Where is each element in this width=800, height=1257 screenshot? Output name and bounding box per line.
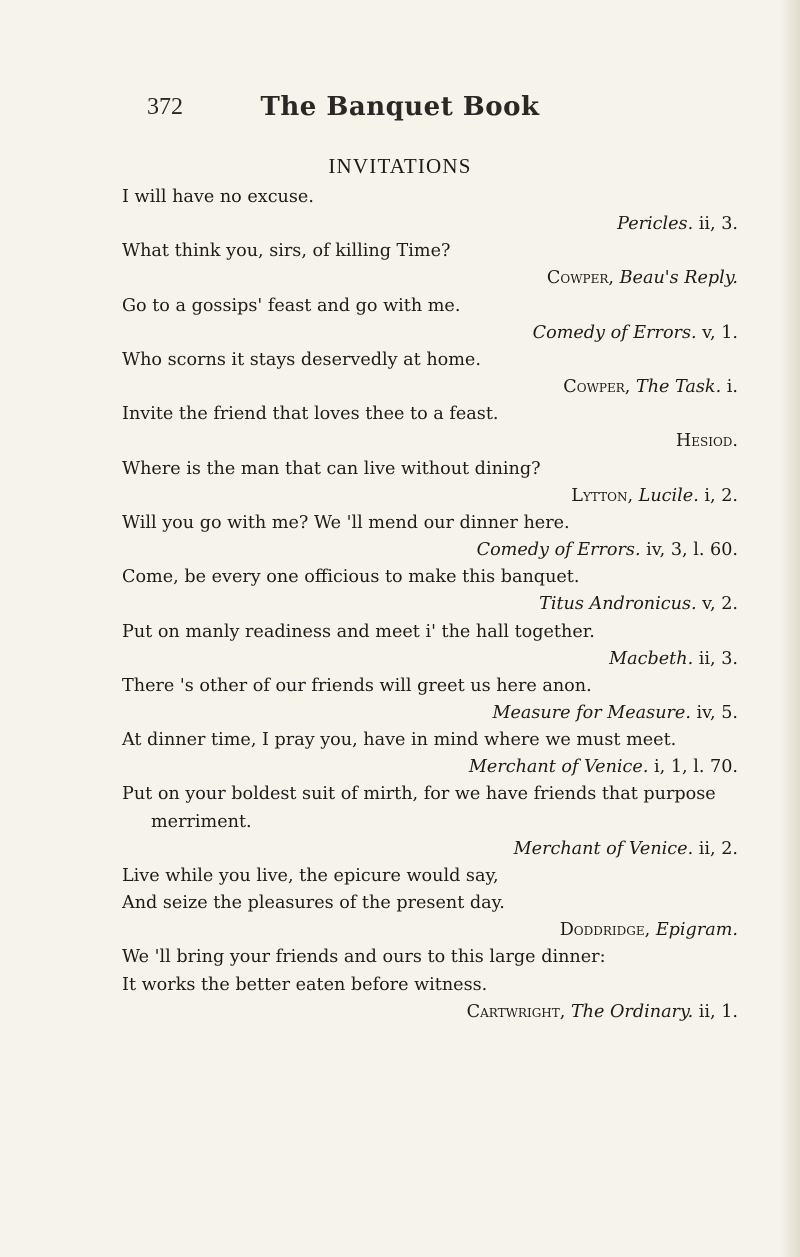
citation-reference: i, 2.: [698, 485, 738, 506]
citation-author: Doddridge,: [559, 920, 651, 941]
quotation-line: There 's other of our friends will greet us here anon.: [122, 675, 592, 696]
quotation-entry: [122, 456, 740, 510]
citation-work: Titus Andronicus.: [539, 594, 697, 615]
citation-work: Beau's Reply.: [619, 268, 738, 289]
quotation-entry: [122, 944, 740, 1025]
citation-author: Cartwright,: [466, 1001, 566, 1022]
citation-reference: v, 2.: [696, 594, 738, 615]
citation: [122, 999, 740, 1026]
citation: [122, 836, 740, 863]
citation: [122, 646, 740, 673]
quotation-line: Where is the man that can live without dining?: [122, 458, 541, 479]
citation-author: Cowper,: [546, 268, 615, 289]
quotation-entry: [122, 863, 740, 944]
page-edge-shadow: [780, 0, 800, 1257]
citation-work: Macbeth.: [609, 648, 694, 669]
quotation-line: Come, be every one officious to make this banquet.: [122, 567, 580, 588]
citation-reference: ii, 2.: [693, 838, 738, 859]
citation: [122, 537, 740, 564]
citation-reference: i.: [721, 377, 738, 398]
running-title: The Banquet Book: [260, 92, 540, 122]
quotation-line: Who scorns it stays deservedly at home.: [122, 349, 481, 370]
quotation-line: Invite the friend that loves thee to a feast.: [122, 404, 499, 425]
citation-work: The Task.: [635, 377, 722, 398]
citation-work: Measure for Measure.: [492, 702, 691, 723]
citation-work: The Ordinary.: [570, 1001, 694, 1022]
citation-author: Hesiod.: [675, 431, 738, 452]
citation-reference: i, 1, l. 70.: [648, 757, 738, 778]
quotation-entry: [122, 238, 740, 292]
citation-reference: ii, 1.: [693, 1001, 738, 1022]
quotation-entry: [122, 401, 740, 455]
quotation-line: I will have no excuse.: [122, 187, 314, 207]
citation-work: Merchant of Venice.: [468, 757, 649, 778]
citation-work: Merchant of Venice.: [513, 838, 694, 859]
citation-reference: v, 1.: [696, 322, 738, 343]
quotation-entry: [122, 347, 740, 401]
citation-reference: iv, 5.: [690, 702, 738, 723]
quotation-line: It works the better eaten before witness.: [122, 974, 488, 995]
citation-work: Lucile.: [638, 485, 699, 506]
citation-work: Comedy of Errors.: [532, 322, 697, 343]
citation: [122, 591, 740, 618]
quotation-line: We 'll bring your friends and ours to this large dinner:: [122, 947, 606, 968]
quotation-line: What think you, sirs, of killing Time?: [122, 241, 451, 262]
quotation-entry: [122, 619, 740, 673]
quotation-line: At dinner time, I pray you, have in mind where we must meet.: [122, 730, 677, 751]
citation: [122, 211, 740, 238]
quotation-line: Live while you live, the epicure would say,: [122, 865, 499, 886]
citation-author: Lytton,: [571, 485, 634, 506]
quotation-line: Will you go with me? We 'll mend our dinner here.: [122, 512, 570, 533]
citation: [122, 320, 740, 347]
section-title: INVITATIONS: [328, 154, 472, 178]
quotation-line: And seize the pleasures of the present day.: [122, 893, 505, 914]
citation: [122, 483, 740, 510]
quotation-entry: [122, 727, 740, 781]
quotation-line: Put on manly readiness and meet i' the hall together.: [122, 621, 595, 642]
citation: [122, 754, 740, 781]
citation-work: Pericles.: [617, 214, 694, 235]
quotation-entry: [122, 564, 740, 618]
quotation-entry: [122, 510, 740, 564]
citation-reference: ii, 3.: [693, 214, 738, 235]
quotation-entry: [122, 781, 740, 862]
citation: [122, 917, 740, 944]
quotation-entry: [122, 293, 740, 347]
citation: [122, 700, 740, 727]
quotation-entry: [122, 673, 740, 727]
citation-reference: ii, 3.: [693, 648, 738, 669]
quotation-line: Go to a gossips' feast and go with me.: [122, 295, 461, 316]
citation-work: Comedy of Errors.: [476, 540, 641, 561]
page-header: [0, 92, 800, 132]
citation-author: Cowper,: [563, 377, 631, 398]
quotation-line: Put on your boldest suit of mirth, for we have friends that purpose merriment.: [122, 784, 716, 832]
quotation-entry: [122, 184, 740, 238]
page-number: 372: [147, 94, 183, 120]
citation: [122, 265, 740, 292]
citation: [122, 374, 740, 401]
quotation-list: [122, 184, 740, 1026]
citation-reference: iv, 3, l. 60.: [640, 540, 738, 561]
citation: [122, 428, 740, 455]
citation-work: Epigram.: [655, 920, 738, 941]
